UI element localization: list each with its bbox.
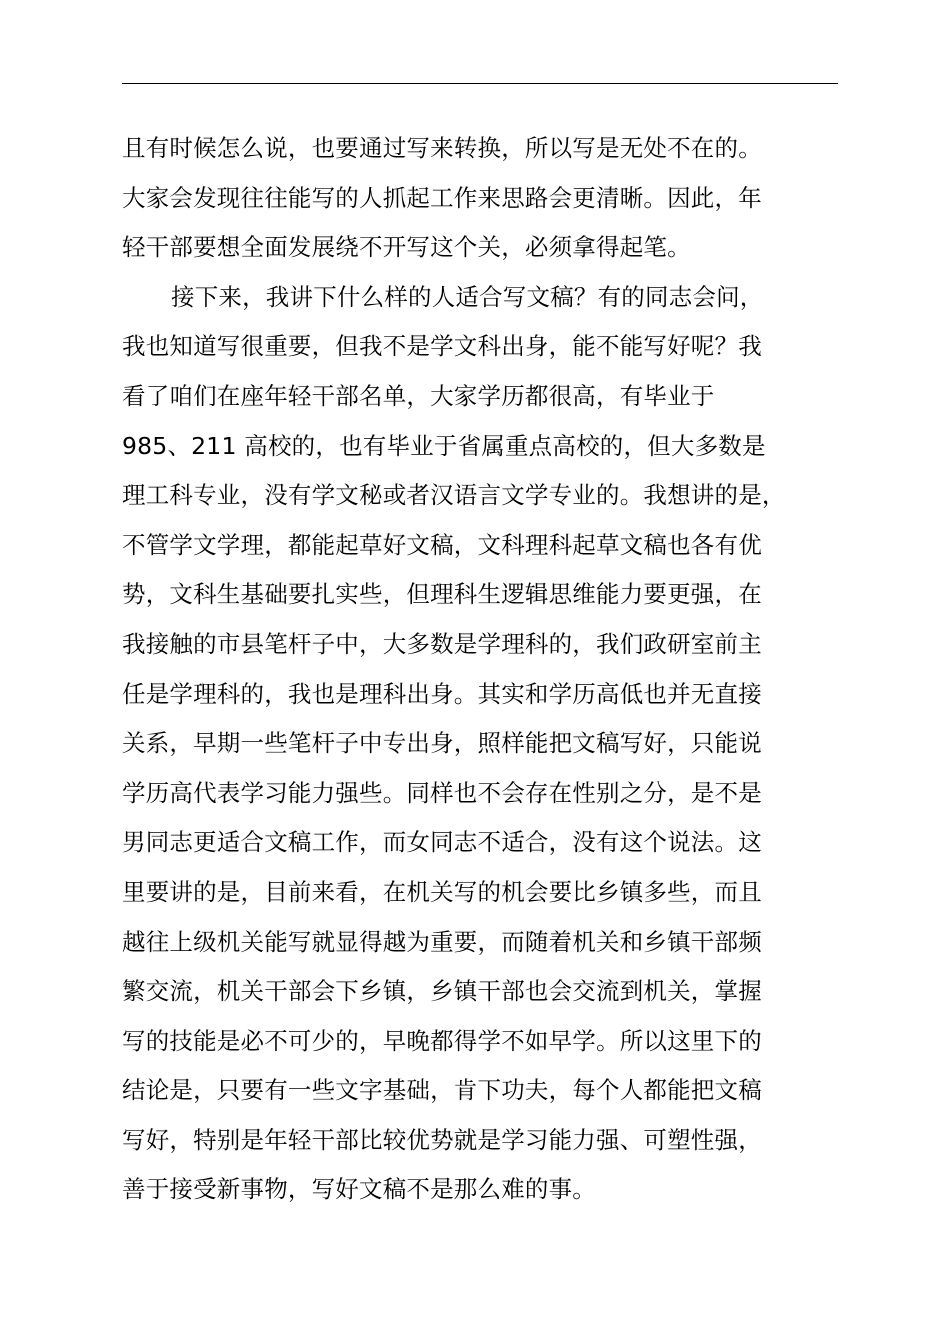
text-line: 看了咱们在座年轻干部名单，大家学历都很高，有毕业于	[122, 381, 715, 410]
text-line: 大家会发现往往能写的人抓起工作来思路会更清晰。因此，年	[122, 183, 762, 212]
header-rule	[122, 83, 838, 84]
text-line: 写的技能是必不可少的，早晚都得学不如早学。所以这里下的	[122, 1026, 762, 1055]
text-line: 善于接受新事物，写好文稿不是那么难的事。	[122, 1175, 596, 1204]
text-line: 势，文科生基础要扎实些，但理科生逻辑思维能力要更强，在	[122, 580, 762, 609]
text-line: 男同志更适合文稿工作，而女同志不适合，没有这个说法。这	[122, 828, 762, 857]
text-line: 理工科专业，没有学文秘或者汉语言文学专业的。我想讲的是，	[122, 481, 786, 510]
paragraph-2	[122, 277, 882, 1219]
text-line: 越往上级机关能写就显得越为重要，而随着机关和乡镇干部频	[122, 927, 762, 956]
text-line: 学历高代表学习能力强些。同样也不会存在性别之分，是不是	[122, 778, 762, 807]
text-line: 我接触的市县笔杆子中，大多数是学理科的，我们政研室前主	[122, 629, 762, 658]
paragraph-1	[122, 128, 882, 277]
text-line: 接下来，我讲下什么样的人适合写文稿？有的同志会问，	[171, 282, 764, 311]
document-body	[122, 128, 882, 1219]
text-line: 不管学文学理，都能起草好文稿，文科理科起草文稿也各有优	[122, 530, 762, 559]
text-line: 写好，特别是年轻干部比较优势就是学习能力强、可塑性强，	[122, 1125, 762, 1154]
text-line: 里要讲的是，目前来看，在机关写的机会要比乡镇多些，而且	[122, 877, 762, 906]
text-line: 我也知道写很重要，但我不是学文科出身，能不能写好呢？我	[122, 332, 762, 361]
text-line: 关系，早期一些笔杆子中专出身，照样能把文稿写好，只能说	[122, 729, 762, 758]
text-line: 繁交流，机关干部会下乡镇，乡镇干部也会交流到机关，掌握	[122, 977, 762, 1006]
text-line: 轻干部要想全面发展绕不开写这个关，必须拿得起笔。	[122, 233, 691, 262]
text-line: 结论是，只要有一些文字基础，肯下功夫，每个人都能把文稿	[122, 1076, 762, 1105]
text-line: 985、211 高校的，也有毕业于省属重点高校的，但大多数是	[122, 431, 766, 460]
text-line: 且有时候怎么说，也要通过写来转换，所以写是无处不在的。	[122, 134, 762, 162]
text-line: 任是学理科的，我也是理科出身。其实和学历高低也并无直接	[122, 679, 762, 708]
